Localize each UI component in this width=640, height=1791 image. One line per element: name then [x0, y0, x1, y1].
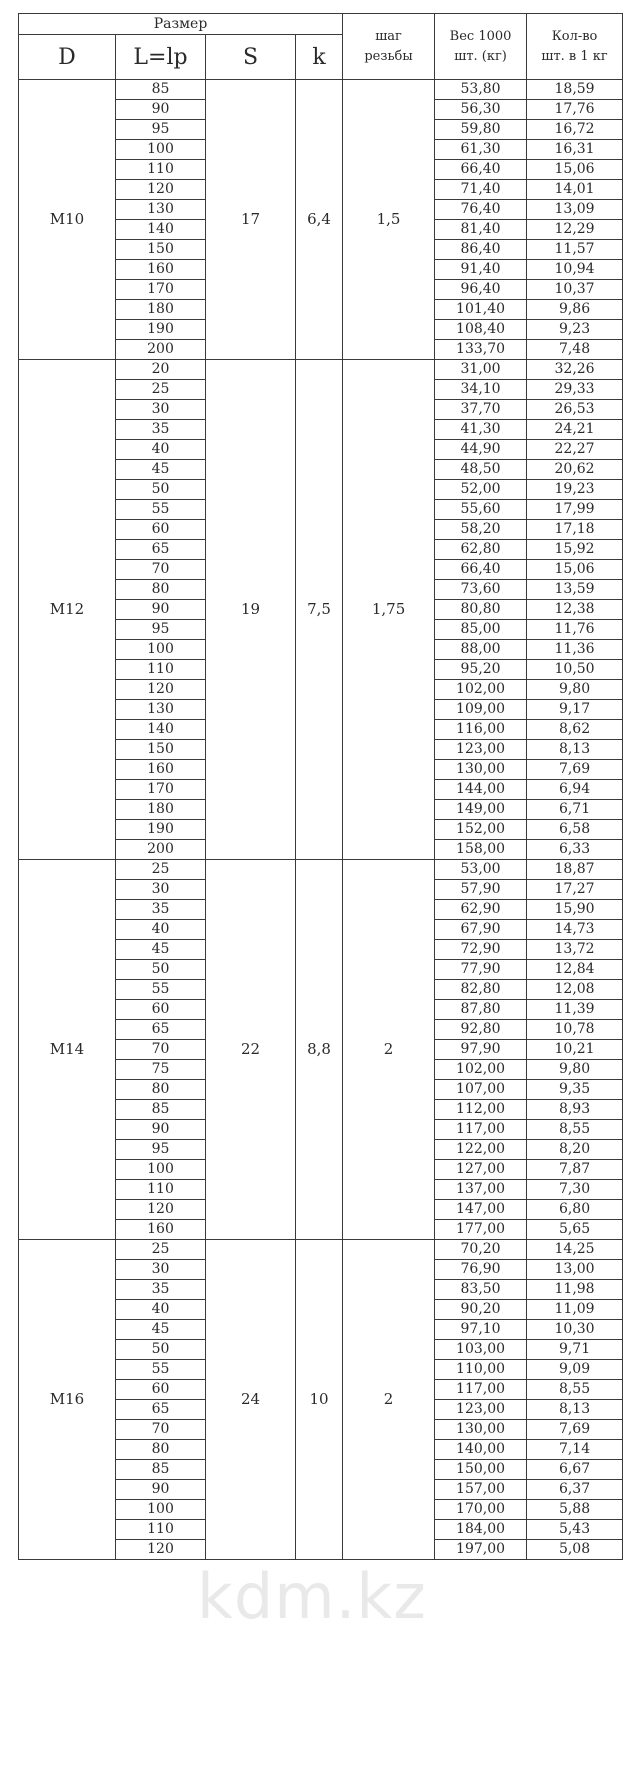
- count-per-kg-cell: 10,37: [527, 280, 623, 300]
- length-cell: 140: [116, 720, 206, 740]
- thread-pitch-cell: 1,75: [343, 360, 435, 860]
- weight-cell: 170,00: [435, 1500, 527, 1520]
- length-cell: 95: [116, 120, 206, 140]
- weight-cell: 83,50: [435, 1280, 527, 1300]
- head-height-cell: 7,5: [296, 360, 343, 860]
- length-cell: 120: [116, 180, 206, 200]
- length-cell: 30: [116, 880, 206, 900]
- weight-cell: 88,00: [435, 640, 527, 660]
- watermark: kdm.kz: [197, 1560, 427, 1633]
- wrench-size-header: S: [206, 35, 296, 80]
- length-cell: 180: [116, 300, 206, 320]
- count-per-kg-cell: 8,93: [527, 1100, 623, 1120]
- weight-cell: 81,40: [435, 220, 527, 240]
- length-cell: 80: [116, 1080, 206, 1100]
- weight-cell: 116,00: [435, 720, 527, 740]
- head-height-cell: 10: [296, 1240, 343, 1560]
- length-cell: 40: [116, 1300, 206, 1320]
- weight-cell: 87,80: [435, 1000, 527, 1020]
- length-cell: 200: [116, 340, 206, 360]
- count-per-kg-cell: 17,27: [527, 880, 623, 900]
- count-per-kg-cell: 10,94: [527, 260, 623, 280]
- length-cell: 90: [116, 1120, 206, 1140]
- weight-cell: 56,30: [435, 100, 527, 120]
- weight-cell: 101,40: [435, 300, 527, 320]
- count-per-kg-cell: 13,09: [527, 200, 623, 220]
- length-cell: 40: [116, 440, 206, 460]
- count-per-kg-cell: 8,55: [527, 1120, 623, 1140]
- count-per-kg-cell: 8,13: [527, 1400, 623, 1420]
- weight-cell: 97,10: [435, 1320, 527, 1340]
- weight-cell: 86,40: [435, 240, 527, 260]
- weight-cell: 44,90: [435, 440, 527, 460]
- count-per-kg-cell: 12,29: [527, 220, 623, 240]
- count-header-line1: Кол-во: [551, 28, 598, 44]
- length-cell: 85: [116, 1460, 206, 1480]
- weight-cell: 117,00: [435, 1120, 527, 1140]
- length-cell: 160: [116, 760, 206, 780]
- weight-cell: 62,90: [435, 900, 527, 920]
- table-body: [19, 80, 623, 1560]
- count-per-kg-cell: 11,36: [527, 640, 623, 660]
- count-per-kg-cell: 13,00: [527, 1260, 623, 1280]
- weight-cell: 53,80: [435, 80, 527, 100]
- length-cell: 50: [116, 960, 206, 980]
- length-cell: 95: [116, 620, 206, 640]
- count-per-kg-cell: 15,92: [527, 540, 623, 560]
- bolt-specification-table: [18, 13, 623, 1560]
- length-cell: 110: [116, 1520, 206, 1540]
- length-cell: 25: [116, 380, 206, 400]
- count-per-kg-cell: 5,43: [527, 1520, 623, 1540]
- length-cell: 45: [116, 460, 206, 480]
- count-per-kg-cell: 7,69: [527, 760, 623, 780]
- count-per-kg-cell: 18,59: [527, 80, 623, 100]
- diameter-cell: M10: [19, 80, 116, 360]
- table-row: [19, 1240, 623, 1260]
- length-cell: 170: [116, 780, 206, 800]
- weight-cell: 66,40: [435, 560, 527, 580]
- weight-cell: 108,40: [435, 320, 527, 340]
- length-cell: 85: [116, 80, 206, 100]
- length-cell: 35: [116, 900, 206, 920]
- length-cell: 75: [116, 1060, 206, 1080]
- count-per-kg-cell: 11,09: [527, 1300, 623, 1320]
- count-header-line2: шт. в 1 кг: [541, 48, 608, 64]
- weight-cell: 197,00: [435, 1540, 527, 1560]
- weight-cell: 184,00: [435, 1520, 527, 1540]
- length-cell: 50: [116, 1340, 206, 1360]
- weight-cell: 85,00: [435, 620, 527, 640]
- length-cell: 110: [116, 660, 206, 680]
- weight-header-line2: шт. (кг): [454, 48, 507, 64]
- count-per-kg-cell: 22,27: [527, 440, 623, 460]
- count-per-kg-cell: 15,06: [527, 560, 623, 580]
- count-per-kg-cell: 10,50: [527, 660, 623, 680]
- length-cell: 90: [116, 100, 206, 120]
- length-cell: 70: [116, 1040, 206, 1060]
- length-cell: 200: [116, 840, 206, 860]
- length-cell: 25: [116, 1240, 206, 1260]
- count-per-kg-cell: 8,62: [527, 720, 623, 740]
- count-per-kg-cell: 17,99: [527, 500, 623, 520]
- weight-cell: 52,00: [435, 480, 527, 500]
- count-per-kg-cell: 11,76: [527, 620, 623, 640]
- count-per-kg-cell: 8,13: [527, 740, 623, 760]
- count-per-kg-cell: 10,21: [527, 1040, 623, 1060]
- weight-cell: 34,10: [435, 380, 527, 400]
- count-per-kg-cell: 9,17: [527, 700, 623, 720]
- weight-cell: 144,00: [435, 780, 527, 800]
- count-per-kg-cell: 14,01: [527, 180, 623, 200]
- count-per-kg-cell: 9,35: [527, 1080, 623, 1100]
- thread-pitch-cell: 2: [343, 860, 435, 1240]
- count-per-kg-cell: 12,84: [527, 960, 623, 980]
- weight-header-line1: Вес 1000: [449, 28, 512, 44]
- diameter-cell: M16: [19, 1240, 116, 1560]
- count-per-kg-cell: 7,69: [527, 1420, 623, 1440]
- thread-pitch-header-line1: шаг: [375, 28, 402, 44]
- length-cell: 70: [116, 560, 206, 580]
- length-cell: 60: [116, 1380, 206, 1400]
- length-cell: 140: [116, 220, 206, 240]
- weight-cell: 59,80: [435, 120, 527, 140]
- weight-cell: 107,00: [435, 1080, 527, 1100]
- table-row: [19, 860, 623, 880]
- weight-cell: 31,00: [435, 360, 527, 380]
- length-cell: 180: [116, 800, 206, 820]
- weight-cell: 117,00: [435, 1380, 527, 1400]
- weight-cell: 102,00: [435, 680, 527, 700]
- count-per-kg-cell: 6,58: [527, 820, 623, 840]
- length-cell: 65: [116, 540, 206, 560]
- weight-cell: 76,90: [435, 1260, 527, 1280]
- diameter-header: D: [19, 35, 116, 80]
- length-cell: 190: [116, 320, 206, 340]
- length-cell: 170: [116, 280, 206, 300]
- length-cell: 130: [116, 700, 206, 720]
- thread-pitch-cell: 1,5: [343, 80, 435, 360]
- weight-cell: 91,40: [435, 260, 527, 280]
- count-per-kg-cell: 10,30: [527, 1320, 623, 1340]
- weight-cell: 57,90: [435, 880, 527, 900]
- weight-cell: 53,00: [435, 860, 527, 880]
- weight-cell: 77,90: [435, 960, 527, 980]
- weight-cell: 123,00: [435, 1400, 527, 1420]
- diameter-cell: M12: [19, 360, 116, 860]
- length-cell: 55: [116, 1360, 206, 1380]
- thread-pitch-cell: 2: [343, 1240, 435, 1560]
- length-cell: 120: [116, 1540, 206, 1560]
- count-per-kg-cell: 17,18: [527, 520, 623, 540]
- count-per-kg-cell: 13,72: [527, 940, 623, 960]
- weight-cell: 55,60: [435, 500, 527, 520]
- count-per-kg-cell: 6,67: [527, 1460, 623, 1480]
- count-per-kg-cell: 6,71: [527, 800, 623, 820]
- weight-cell: 157,00: [435, 1480, 527, 1500]
- length-cell: 95: [116, 1140, 206, 1160]
- length-cell: 80: [116, 1440, 206, 1460]
- length-cell: 100: [116, 140, 206, 160]
- weight-cell: 41,30: [435, 420, 527, 440]
- weight-cell: 122,00: [435, 1140, 527, 1160]
- length-cell: 120: [116, 680, 206, 700]
- length-cell: 65: [116, 1020, 206, 1040]
- weight-cell: 127,00: [435, 1160, 527, 1180]
- weight-cell: 130,00: [435, 760, 527, 780]
- count-per-kg-cell: 15,90: [527, 900, 623, 920]
- head-height-cell: 6,4: [296, 80, 343, 360]
- count-per-kg-cell: 9,86: [527, 300, 623, 320]
- count-per-kg-cell: 15,06: [527, 160, 623, 180]
- weight-cell: 37,70: [435, 400, 527, 420]
- weight-cell: 158,00: [435, 840, 527, 860]
- count-per-kg-cell: 6,37: [527, 1480, 623, 1500]
- thread-pitch-header: [343, 14, 435, 80]
- count-per-kg-cell: 14,25: [527, 1240, 623, 1260]
- count-per-kg-cell: 9,71: [527, 1340, 623, 1360]
- count-per-kg-cell: 24,21: [527, 420, 623, 440]
- count-per-kg-cell: 5,88: [527, 1500, 623, 1520]
- length-cell: 55: [116, 500, 206, 520]
- length-cell: 100: [116, 640, 206, 660]
- weight-cell: 152,00: [435, 820, 527, 840]
- count-per-kg-cell: 29,33: [527, 380, 623, 400]
- length-cell: 80: [116, 580, 206, 600]
- size-group-header: Размер: [19, 14, 343, 35]
- count-per-kg-cell: 8,55: [527, 1380, 623, 1400]
- length-cell: 90: [116, 1480, 206, 1500]
- weight-cell: 62,80: [435, 540, 527, 560]
- length-cell: 110: [116, 1180, 206, 1200]
- weight-cell: 149,00: [435, 800, 527, 820]
- length-cell: 60: [116, 1000, 206, 1020]
- thread-pitch-header-line2: резьбы: [364, 48, 413, 64]
- count-per-kg-cell: 18,87: [527, 860, 623, 880]
- weight-cell: 92,80: [435, 1020, 527, 1040]
- weight-cell: 70,20: [435, 1240, 527, 1260]
- wrench-size-cell: 24: [206, 1240, 296, 1560]
- length-cell: 130: [116, 200, 206, 220]
- count-per-kg-cell: 7,14: [527, 1440, 623, 1460]
- weight-cell: 112,00: [435, 1100, 527, 1120]
- count-per-kg-cell: 9,80: [527, 680, 623, 700]
- length-cell: 90: [116, 600, 206, 620]
- weight-cell: 90,20: [435, 1300, 527, 1320]
- weight-cell: 96,40: [435, 280, 527, 300]
- length-cell: 120: [116, 1200, 206, 1220]
- length-cell: 150: [116, 240, 206, 260]
- count-per-kg-cell: 7,48: [527, 340, 623, 360]
- length-cell: 30: [116, 1260, 206, 1280]
- length-cell: 85: [116, 1100, 206, 1120]
- diameter-cell: M14: [19, 860, 116, 1240]
- length-cell: 65: [116, 1400, 206, 1420]
- weight-cell: 71,40: [435, 180, 527, 200]
- table-row: [19, 80, 623, 100]
- length-cell: 35: [116, 420, 206, 440]
- weight-header: [435, 14, 527, 80]
- length-cell: 100: [116, 1500, 206, 1520]
- count-per-kg-cell: 17,76: [527, 100, 623, 120]
- count-per-kg-cell: 14,73: [527, 920, 623, 940]
- length-cell: 55: [116, 980, 206, 1000]
- weight-cell: 177,00: [435, 1220, 527, 1240]
- count-per-kg-cell: 6,80: [527, 1200, 623, 1220]
- count-per-kg-cell: 8,20: [527, 1140, 623, 1160]
- count-per-kg-cell: 16,31: [527, 140, 623, 160]
- length-cell: 20: [116, 360, 206, 380]
- length-cell: 160: [116, 260, 206, 280]
- length-cell: 70: [116, 1420, 206, 1440]
- count-per-kg-cell: 7,30: [527, 1180, 623, 1200]
- head-height-header: k: [296, 35, 343, 80]
- weight-cell: 67,90: [435, 920, 527, 940]
- length-cell: 110: [116, 160, 206, 180]
- wrench-size-cell: 19: [206, 360, 296, 860]
- length-cell: 150: [116, 740, 206, 760]
- weight-cell: 102,00: [435, 1060, 527, 1080]
- length-cell: 45: [116, 1320, 206, 1340]
- length-header: L=lp: [116, 35, 206, 80]
- weight-cell: 48,50: [435, 460, 527, 480]
- count-per-kg-cell: 32,26: [527, 360, 623, 380]
- count-per-kg-cell: 12,08: [527, 980, 623, 1000]
- count-per-kg-cell: 10,78: [527, 1020, 623, 1040]
- weight-cell: 58,20: [435, 520, 527, 540]
- length-cell: 160: [116, 1220, 206, 1240]
- count-per-kg-cell: 26,53: [527, 400, 623, 420]
- count-per-kg-cell: 7,87: [527, 1160, 623, 1180]
- wrench-size-cell: 22: [206, 860, 296, 1240]
- count-per-kg-cell: 20,62: [527, 460, 623, 480]
- length-cell: 30: [116, 400, 206, 420]
- weight-cell: 72,90: [435, 940, 527, 960]
- length-cell: 190: [116, 820, 206, 840]
- weight-cell: 66,40: [435, 160, 527, 180]
- count-per-kg-cell: 6,33: [527, 840, 623, 860]
- count-per-kg-cell: 13,59: [527, 580, 623, 600]
- length-cell: 45: [116, 940, 206, 960]
- bolt-specification-table-container: [18, 13, 622, 1560]
- weight-cell: 95,20: [435, 660, 527, 680]
- weight-cell: 97,90: [435, 1040, 527, 1060]
- count-per-kg-cell: 9,23: [527, 320, 623, 340]
- weight-cell: 103,00: [435, 1340, 527, 1360]
- head-height-cell: 8,8: [296, 860, 343, 1240]
- weight-cell: 140,00: [435, 1440, 527, 1460]
- count-per-kg-cell: 5,08: [527, 1540, 623, 1560]
- count-per-kg-cell: 5,65: [527, 1220, 623, 1240]
- count-per-kg-cell: 11,39: [527, 1000, 623, 1020]
- table-header: [19, 14, 623, 80]
- table-row: [19, 360, 623, 380]
- weight-cell: 130,00: [435, 1420, 527, 1440]
- length-cell: 25: [116, 860, 206, 880]
- count-per-kg-cell: 16,72: [527, 120, 623, 140]
- wrench-size-cell: 17: [206, 80, 296, 360]
- length-cell: 60: [116, 520, 206, 540]
- weight-cell: 109,00: [435, 700, 527, 720]
- count-per-kg-cell: 12,38: [527, 600, 623, 620]
- weight-cell: 80,80: [435, 600, 527, 620]
- weight-cell: 133,70: [435, 340, 527, 360]
- count-per-kg-cell: 11,57: [527, 240, 623, 260]
- length-cell: 40: [116, 920, 206, 940]
- weight-cell: 147,00: [435, 1200, 527, 1220]
- count-per-kg-cell: 11,98: [527, 1280, 623, 1300]
- count-per-kg-cell: 19,23: [527, 480, 623, 500]
- weight-cell: 110,00: [435, 1360, 527, 1380]
- weight-cell: 61,30: [435, 140, 527, 160]
- count-per-kg-cell: 9,80: [527, 1060, 623, 1080]
- count-header: [527, 14, 623, 80]
- weight-cell: 76,40: [435, 200, 527, 220]
- count-per-kg-cell: 9,09: [527, 1360, 623, 1380]
- weight-cell: 137,00: [435, 1180, 527, 1200]
- weight-cell: 123,00: [435, 740, 527, 760]
- length-cell: 100: [116, 1160, 206, 1180]
- count-per-kg-cell: 6,94: [527, 780, 623, 800]
- weight-cell: 82,80: [435, 980, 527, 1000]
- weight-cell: 73,60: [435, 580, 527, 600]
- length-cell: 50: [116, 480, 206, 500]
- length-cell: 35: [116, 1280, 206, 1300]
- weight-cell: 150,00: [435, 1460, 527, 1480]
